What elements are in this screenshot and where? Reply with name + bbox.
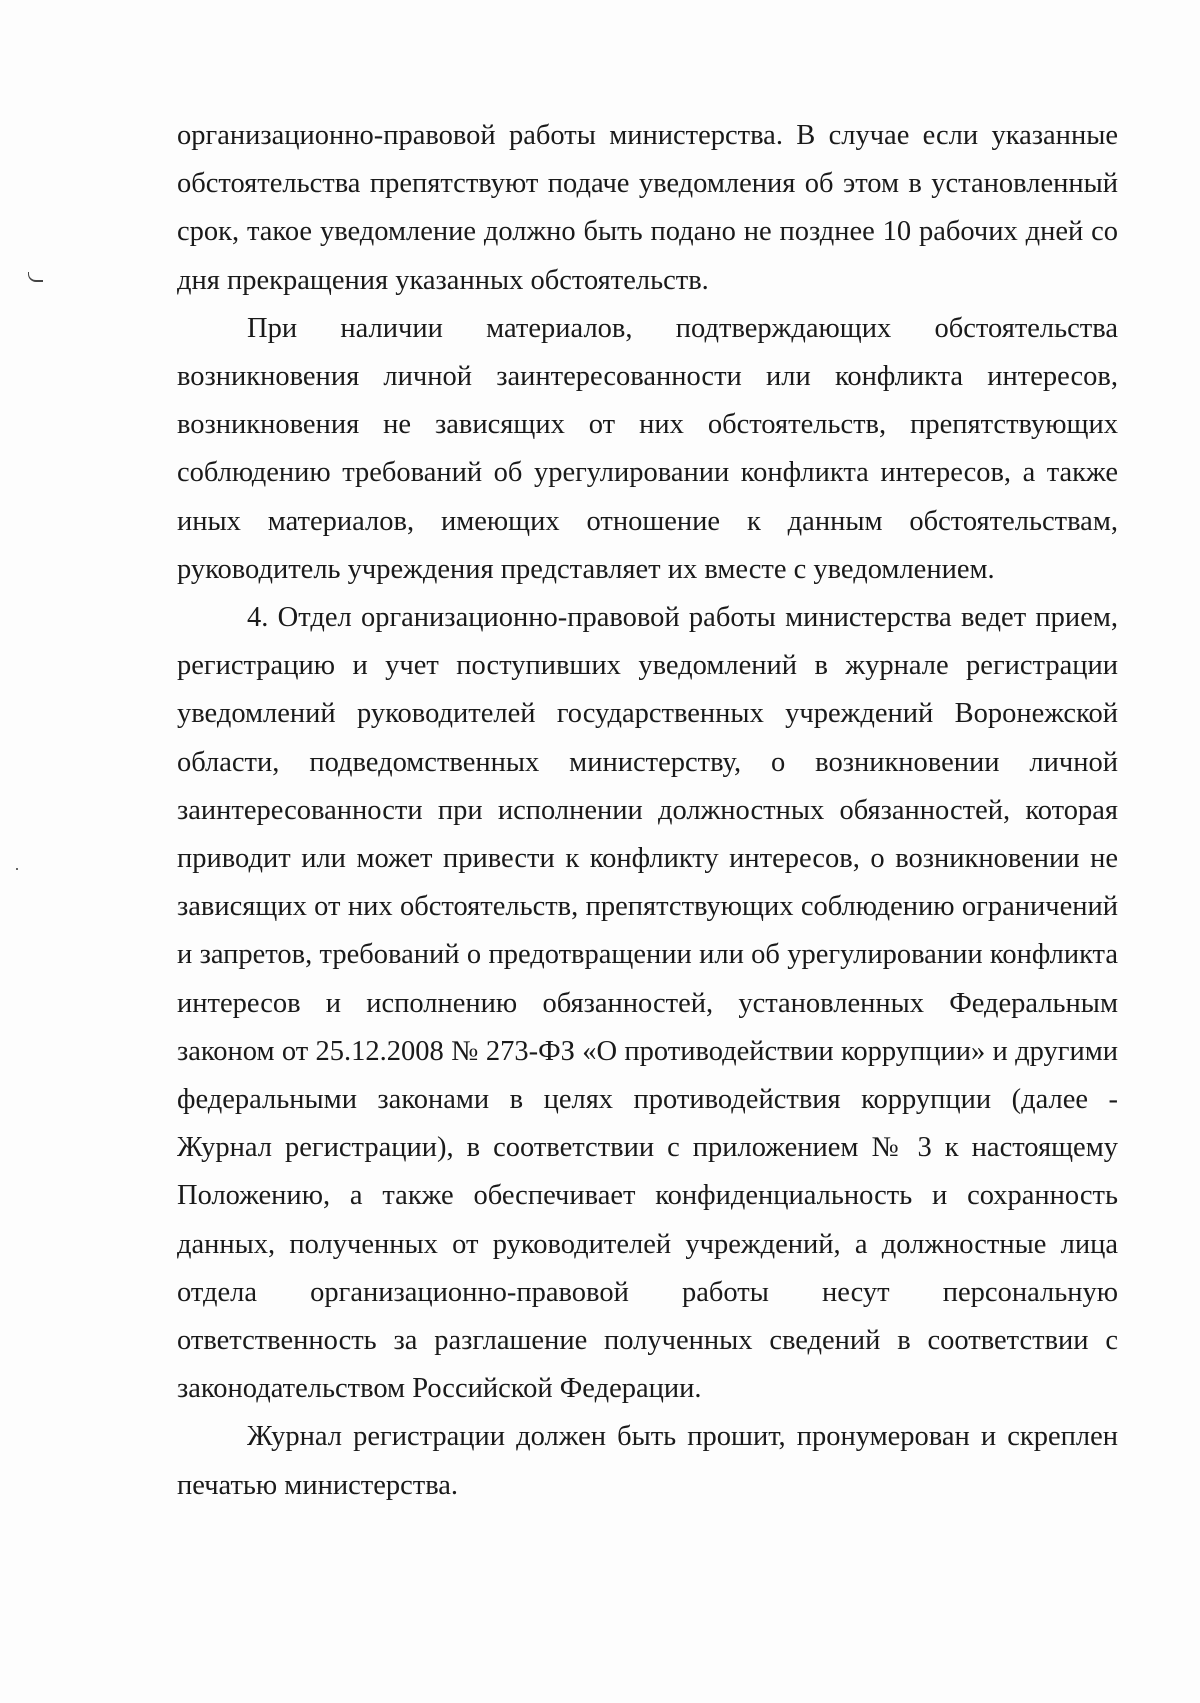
margin-scan-mark bbox=[28, 272, 43, 282]
margin-scan-dot bbox=[16, 868, 18, 870]
paragraph-journal-seal: Журнал регистрации должен быть прошит, пронумерован и скреплен печатью министерства. bbox=[177, 1421, 1118, 1501]
paragraph-notice-deadline: организационно-правовой работы министерства. В случае если указанные обстоятельства препятствуют подаче уведомления об этом в установленный срок, такое уведомление должно быть подано не позднее 10 рабочих дней со дня прекращения указанных обстоятельств. bbox=[177, 120, 1118, 296]
paragraph-registration-journal: 4. Отдел организационно-правовой работы министерства ведет прием, регистрацию и учет поступивших уведомлений в журнале регистрации уведомлений руководителей государственных учреждений Воронежской области, подведомственных министерству, о возникновении личной заинтересованности при исполнении должностных обязанностей, которая приводит или может привести к конфликту интересов, о возникновении не зависящих от них обстоятельств, препятствующих соблюдению ограничений и запретов, требований о предотвращении или об урегулировании конфликта интересов и исполнению обязанностей, установленных Федеральным законом от 25.12.2008 № 273-ФЗ «О противодействии коррупции» и другими федеральными законами в целях противодействия коррупции (далее - Журнал регистрации), в соответствии с приложением № 3 к настоящему Положению, а также обеспечивает конфиденциальность и сохранность данных, полученных от руководителей учреждений, а должностные лица отдела организационно-правовой работы несут персональную ответственность за разглашение полученных сведений в соответствии с законодательством Российской Федерации. bbox=[177, 602, 1118, 1405]
paragraph-supporting-materials: При наличии материалов, подтверждающих обстоятельства возникновения личной заинтересованности или конфликта интересов, возникновения не зависящих от них обстоятельств, препятствующих соблюдению требований об урегулировании конфликта интересов, а также иных материалов, имеющих отношение к данным обстоятельствам, руководитель учреждения представляет их вместе с уведомлением. bbox=[177, 312, 1118, 585]
document-body bbox=[177, 112, 1118, 1510]
